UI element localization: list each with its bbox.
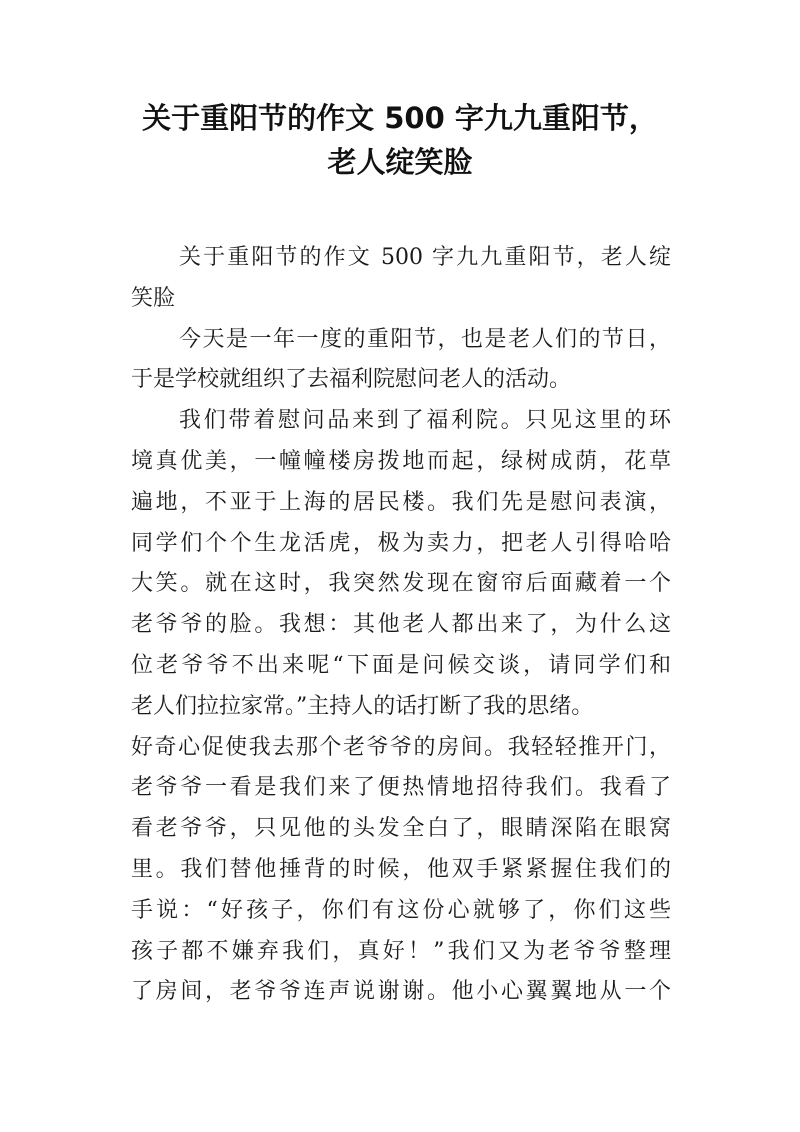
body-text-line: 笑脸 [131, 285, 176, 311]
body-text-line: 我们带着慰问品来到了福利院。只见这里的环 [179, 408, 671, 434]
body-text-line: 好奇心促使我去那个老爷爷的房间。我轻轻推开门， [131, 734, 671, 760]
body-text-line: 于是学校就组织了去福利院慰问老人的活动。 [131, 367, 572, 393]
title-line-1: 关于重阳节的作文 500 字九九重阳节， [142, 101, 658, 135]
body-text-line: 老爷爷一看是我们来了便热情地招待我们。我看了 [131, 775, 671, 801]
body-text-line: 位老爷爷不出来呢“下面是问候交谈，请同学们和 [131, 652, 671, 678]
body-text-line: 看老爷爷，只见他的头发全白了，眼睛深陷在眼窝 [131, 816, 671, 842]
body-text-line: 同学们个个生龙活虎，极为卖力，把老人引得哈哈 [131, 530, 671, 556]
document-title [100, 96, 700, 184]
document-body [131, 238, 671, 1013]
body-text-line: 里。我们替他捶背的时候，他双手紧紧握住我们的 [131, 856, 671, 882]
body-text-line: 境真优美，一幢幢楼房拨地而起，绿树成荫，花草 [131, 448, 671, 474]
body-text-line: 了房间，老爷爷连声说谢谢。他小心翼翼地从一个 [131, 979, 671, 1005]
body-text-line: 关于重阳节的作文 500 字九九重阳节，老人绽 [179, 245, 671, 270]
body-text-line: 老爷爷的脸。我想：其他老人都出来了，为什么这 [131, 612, 671, 638]
body-text-line: 老人们拉拉家常。”主持人的话打断了我的思绪。 [131, 693, 594, 719]
body-text-line: 大笑。就在这时，我突然发现在窗帘后面藏着一个 [131, 571, 671, 597]
body-text-line: 遍地，不亚于上海的居民楼。我们先是慰问表演， [131, 489, 671, 515]
body-text-line: 今天是一年一度的重阳节，也是老人们的节日， [179, 326, 671, 352]
body-text-line: 孩子都不嫌弃我们，真好！”我们又为老爷爷整理 [131, 938, 671, 964]
title-line-2: 老人绽笑脸 [327, 145, 473, 179]
body-text-line: 手说：“好孩子，你们有这份心就够了，你们这些 [131, 897, 671, 923]
